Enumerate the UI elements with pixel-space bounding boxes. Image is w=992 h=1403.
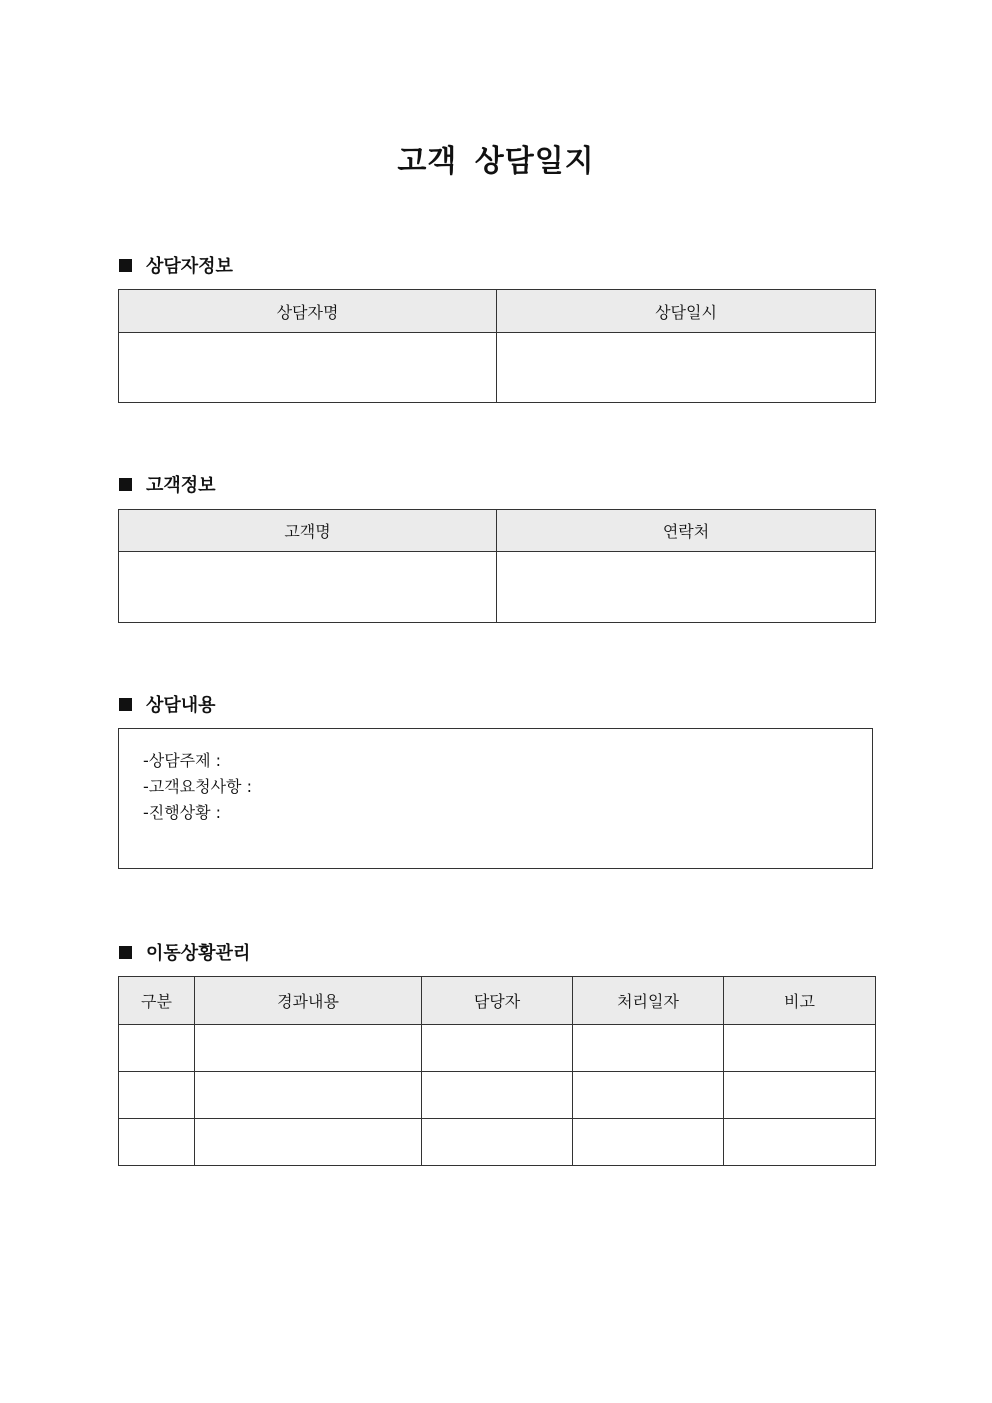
section-heading-label: 상담자정보 <box>146 256 233 277</box>
column-header-customer-name: 고객명 <box>119 510 497 552</box>
consultation-topic-line: -상담주제 : <box>143 751 222 770</box>
person-in-charge-cell[interactable] <box>422 1025 573 1072</box>
remarks-cell[interactable] <box>724 1072 876 1119</box>
progress-status-line: -진행상황 : <box>143 803 222 822</box>
person-in-charge-cell[interactable] <box>422 1072 573 1119</box>
progress-details-cell[interactable] <box>195 1119 422 1166</box>
contact-field[interactable] <box>497 552 876 623</box>
progress-details-cell[interactable] <box>195 1072 422 1119</box>
customer-name-field[interactable] <box>119 552 497 623</box>
column-header-processing-date: 처리일자 <box>573 977 724 1025</box>
column-header-consultant-name: 상담자명 <box>119 290 497 333</box>
black-square-icon <box>119 478 132 491</box>
processing-date-cell[interactable] <box>573 1119 724 1166</box>
column-header-contact: 연락처 <box>497 510 876 552</box>
black-square-icon <box>119 698 132 711</box>
movement-management-table <box>118 976 876 1166</box>
black-square-icon <box>119 946 132 959</box>
remarks-cell[interactable] <box>724 1025 876 1072</box>
category-cell[interactable] <box>119 1072 195 1119</box>
category-cell[interactable] <box>119 1025 195 1072</box>
customer-info-table <box>118 509 876 623</box>
column-header-consultation-datetime: 상담일시 <box>497 290 876 333</box>
remarks-cell[interactable] <box>724 1119 876 1166</box>
processing-date-cell[interactable] <box>573 1025 724 1072</box>
person-in-charge-cell[interactable] <box>422 1119 573 1166</box>
black-square-icon <box>119 259 132 272</box>
section-heading-consultant-info <box>119 253 233 277</box>
column-header-person-in-charge: 담당자 <box>422 977 573 1025</box>
section-heading-consultation-content <box>119 692 216 716</box>
consultant-info-table <box>118 289 876 403</box>
section-heading-label: 이동상황관리 <box>146 943 251 964</box>
progress-details-cell[interactable] <box>195 1025 422 1072</box>
table-row <box>119 1025 876 1072</box>
column-header-remarks: 비고 <box>724 977 876 1025</box>
table-row <box>119 1072 876 1119</box>
consultation-datetime-field[interactable] <box>497 333 876 403</box>
page-title: 고객 상담일지 <box>397 144 595 179</box>
section-heading-movement-management <box>119 940 250 964</box>
section-heading-label: 고객정보 <box>146 475 216 496</box>
column-header-category: 구분 <box>119 977 195 1025</box>
customer-request-line: -고객요청사항 : <box>143 777 252 796</box>
section-heading-label: 상담내용 <box>146 695 216 716</box>
category-cell[interactable] <box>119 1119 195 1166</box>
consultant-name-field[interactable] <box>119 333 497 403</box>
processing-date-cell[interactable] <box>573 1072 724 1119</box>
consultation-content-box[interactable] <box>118 728 873 869</box>
table-row <box>119 1119 876 1166</box>
column-header-progress-details: 경과내용 <box>195 977 422 1025</box>
section-heading-customer-info <box>119 472 216 496</box>
